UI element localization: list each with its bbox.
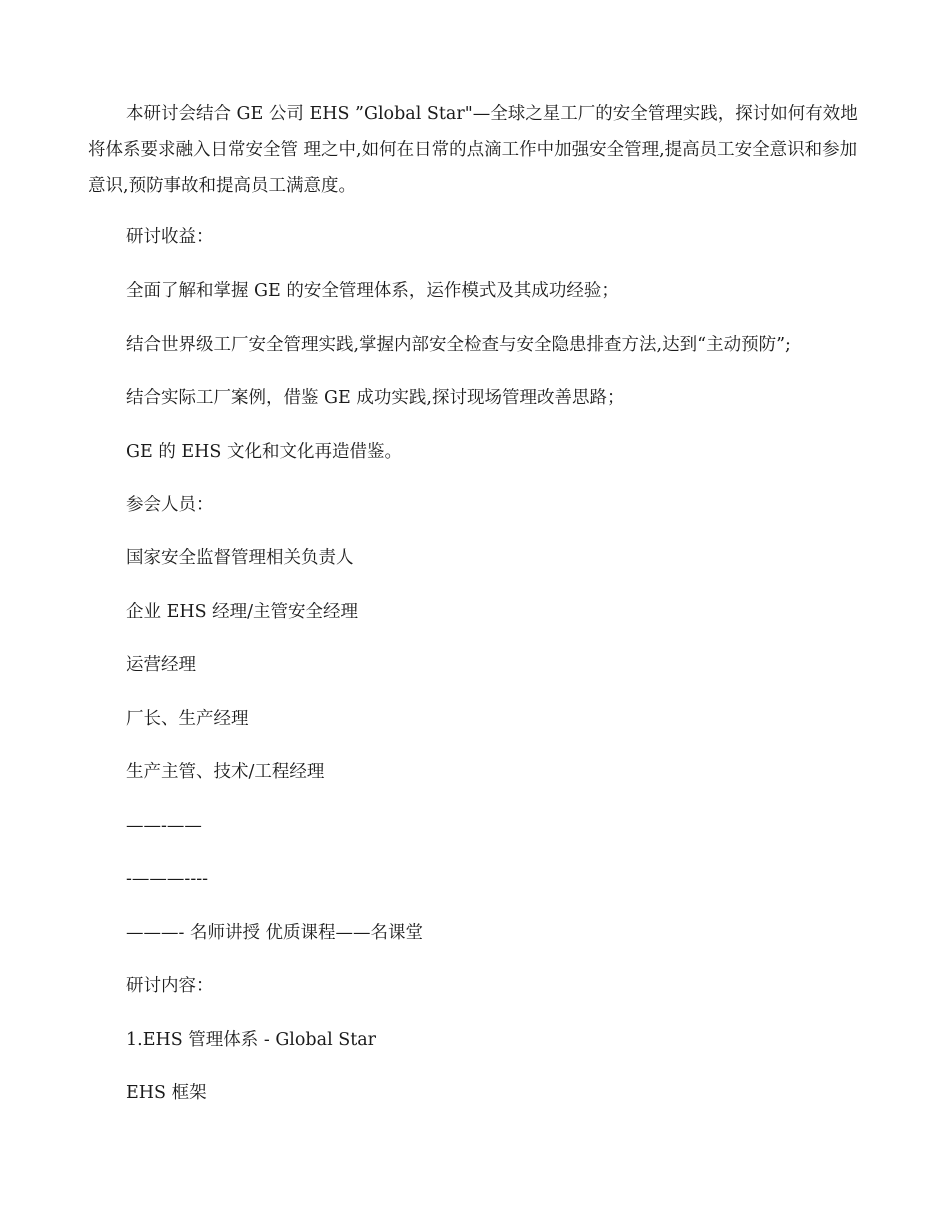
benefit-item: GE 的 EHS 文化和文化再造借鉴。 bbox=[126, 442, 402, 462]
benefits-heading: 研讨收益： bbox=[126, 227, 214, 247]
content-heading: 研讨内容： bbox=[126, 976, 214, 996]
intro-paragraph: 本研讨会结合 GE 公司 EHS ”Global Star"—全球之星工厂的安全管理实践，探讨如何有效地将体系要求融入日常安全管 理之中,如何在日常的点滴工作中加强安全管理,提高员工安全意识和参加意识,预防事故和提高员工满意度。 bbox=[88, 104, 858, 196]
attendee-item: 厂长、生产经理 bbox=[126, 709, 249, 729]
content-item: 1.EHS 管理体系 - Global Star bbox=[126, 1030, 377, 1050]
attendee-item: 生产主管、技术/工程经理 bbox=[126, 762, 325, 782]
attendee-item: 运营经理 bbox=[126, 655, 196, 675]
content-item: EHS 框架 bbox=[126, 1083, 207, 1103]
benefit-item: 结合世界级工厂安全管理实践,掌握内部安全检查与安全隐患排查方法,达到“主动预防”; bbox=[126, 335, 791, 355]
attendee-item: 企业 EHS 经理/主管安全经理 bbox=[126, 602, 359, 622]
benefit-item: 全面了解和掌握 GE 的安全管理体系，运作模式及其成功经验； bbox=[126, 281, 619, 301]
attendee-item: 国家安全监督管理相关负责人 bbox=[126, 548, 354, 568]
banner-line: ———- 名师讲授 优质课程——名课堂 bbox=[126, 923, 424, 943]
separator-line: -———---- bbox=[126, 869, 209, 889]
separator-line: ——-—— bbox=[126, 816, 202, 836]
benefit-item: 结合实际工厂案例，借鉴 GE 成功实践,探讨现场管理改善思路； bbox=[126, 388, 625, 408]
attendees-heading: 参会人员： bbox=[126, 495, 214, 515]
